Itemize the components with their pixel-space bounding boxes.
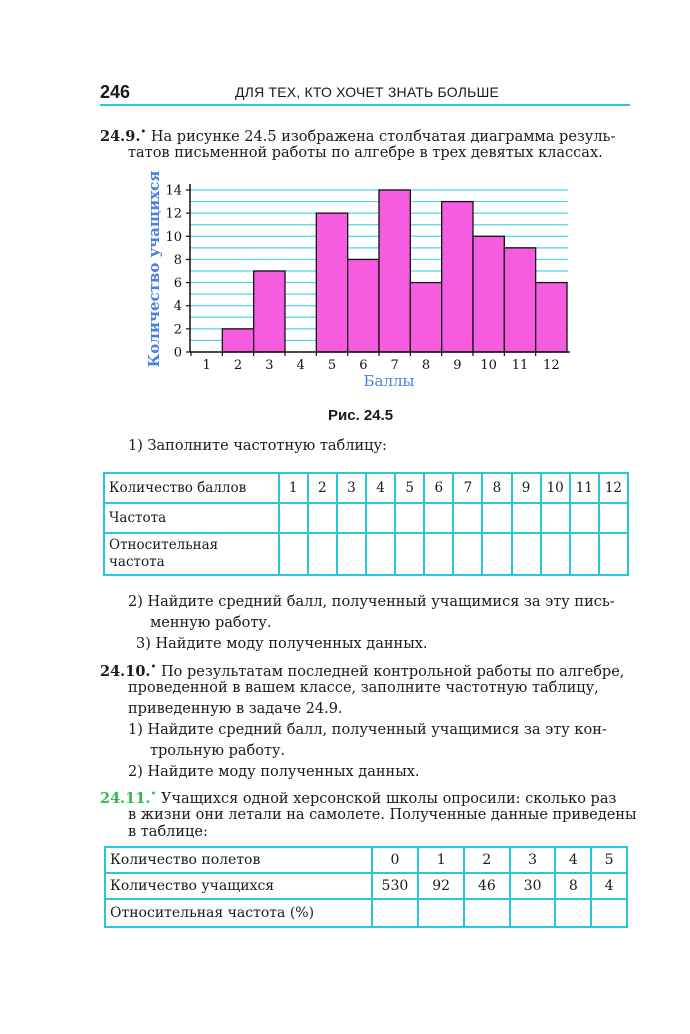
x-tick-label: 7 — [390, 358, 399, 373]
empty-cell[interactable] — [395, 503, 424, 533]
y-tick-label: 12 — [165, 206, 182, 222]
x-tick-label: 6 — [359, 358, 368, 373]
x-tick-label: 8 — [421, 358, 431, 373]
score-cell: 7 — [453, 473, 482, 503]
score-cell: 11 — [570, 473, 599, 503]
table-cell: 4 — [591, 873, 627, 899]
score-cell: 1 — [279, 473, 308, 503]
empty-cell[interactable] — [424, 503, 453, 533]
empty-cell[interactable] — [541, 533, 570, 575]
bar-7 — [379, 190, 410, 352]
bar-12 — [536, 283, 567, 352]
y-tick-label: 2 — [173, 322, 182, 338]
empty-cell[interactable] — [418, 899, 464, 927]
empty-cell[interactable] — [591, 899, 627, 927]
row-header-relative-frequency: Относительная частота — [104, 533, 279, 575]
figure-caption: Рис. 24.5 — [328, 407, 394, 424]
score-cell: 2 — [308, 473, 337, 503]
empty-cell[interactable] — [279, 503, 308, 533]
empty-cell[interactable] — [570, 503, 599, 533]
task-24-10-line2: проведенной в вашем классе, заполните частотную таблицу, — [128, 680, 599, 696]
x-tick-label: 2 — [233, 358, 243, 373]
y-tick-label: 10 — [165, 229, 182, 245]
bar-8 — [410, 283, 441, 352]
empty-cell[interactable] — [395, 533, 424, 575]
row-header-students: Количество учащихся — [105, 873, 372, 899]
score-cell: 3 — [337, 473, 366, 503]
empty-cell[interactable] — [279, 533, 308, 575]
table-cell: 92 — [418, 873, 464, 899]
empty-cell[interactable] — [510, 899, 556, 927]
empty-cell[interactable] — [424, 533, 453, 575]
x-tick-label: 11 — [511, 358, 529, 373]
score-cell: 12 — [599, 473, 628, 503]
empty-cell[interactable] — [453, 533, 482, 575]
task-24-10-q2: 2) Найдите моду полученных данных. — [128, 764, 420, 780]
row-header-scores: Количество баллов — [104, 473, 279, 503]
page-number: 246 — [100, 82, 131, 102]
task-24-10-line1: 24.10.• По результатам последней контрольной работы по алгебре, — [100, 662, 625, 680]
x-tick-label: 9 — [453, 358, 462, 373]
empty-cell[interactable] — [366, 503, 395, 533]
x-tick-label: 12 — [543, 358, 560, 373]
score-cell: 8 — [482, 473, 511, 503]
empty-cell[interactable] — [453, 503, 482, 533]
y-axis-label: Количество учащихся — [145, 170, 163, 368]
task-24-10-q1-line1: 1) Найдите средний балл, полученный учащимися за эту кон- — [128, 722, 607, 738]
task-24-10-line3: приведенную в задаче 24.9. — [128, 701, 343, 717]
row-header-flights: Количество полетов — [105, 847, 372, 873]
empty-cell[interactable] — [337, 503, 366, 533]
empty-cell[interactable] — [482, 503, 511, 533]
task-24-9-q1: 1) Заполните частотную таблицу: — [128, 438, 387, 454]
bar-11 — [504, 248, 535, 352]
table-cell: 530 — [372, 873, 419, 899]
empty-cell[interactable] — [555, 899, 591, 927]
y-tick-label: 4 — [173, 299, 182, 315]
flights-table — [104, 846, 628, 928]
running-title: ДЛЯ ТЕХ, КТО ХОЧЕТ ЗНАТЬ БОЛЬШЕ — [235, 84, 500, 100]
task-24-9-line1: 24.9.• На рисунке 24.5 изображена столбчатая диаграмма резуль- — [100, 127, 616, 145]
task-24-11-line1: 24.11.• Учащихся одной херсонской школы опросили: сколько раз — [100, 789, 617, 807]
x-tick-label: 10 — [480, 358, 497, 373]
score-cell: 5 — [395, 473, 424, 503]
score-cell: 6 — [424, 473, 453, 503]
page-header — [100, 80, 630, 104]
header-divider — [100, 104, 630, 106]
bar-3 — [254, 271, 285, 352]
empty-cell[interactable] — [599, 503, 628, 533]
x-axis-label: Баллы — [363, 372, 415, 390]
table-cell: 0 — [372, 847, 419, 873]
y-tick-label: 8 — [173, 252, 182, 268]
table-cell: 2 — [464, 847, 510, 873]
x-tick-label: 3 — [265, 358, 274, 373]
bar-2 — [222, 329, 253, 352]
table-cell: 1 — [418, 847, 464, 873]
empty-cell[interactable] — [482, 533, 511, 575]
empty-cell[interactable] — [464, 899, 510, 927]
y-tick-label: 0 — [173, 345, 182, 361]
row-header-frequency: Частота — [104, 503, 279, 533]
table-cell: 4 — [555, 847, 591, 873]
table-cell: 3 — [510, 847, 556, 873]
frequency-table — [103, 472, 629, 576]
task-number: 24.10. — [100, 662, 151, 680]
empty-cell[interactable] — [570, 533, 599, 575]
row-header-relative-frequency-percent: Относительная частота (%) — [105, 899, 372, 927]
table-cell: 5 — [591, 847, 627, 873]
task-24-9-q2-line2: менную работу. — [150, 615, 272, 631]
empty-cell[interactable] — [308, 533, 337, 575]
task-24-9-q2-line1: 2) Найдите средний балл, полученный учащимися за эту пись- — [128, 594, 615, 610]
y-tick-label: 6 — [173, 276, 182, 292]
empty-cell[interactable] — [512, 533, 541, 575]
empty-cell[interactable] — [366, 533, 395, 575]
task-24-10-q1-line2: трольную работу. — [150, 743, 286, 759]
empty-cell[interactable] — [541, 503, 570, 533]
table-cell: 30 — [510, 873, 556, 899]
bar-6 — [348, 259, 379, 352]
x-tick-label: 4 — [296, 358, 305, 373]
task-number: 24.11. — [100, 789, 151, 807]
bar-9 — [442, 202, 473, 352]
task-24-9-q3: 3) Найдите моду полученных данных. — [136, 636, 428, 652]
table-cell: 46 — [464, 873, 510, 899]
y-tick-label: 14 — [165, 183, 182, 199]
empty-cell[interactable] — [512, 503, 541, 533]
bar-10 — [473, 236, 504, 352]
x-tick-label: 5 — [327, 358, 337, 373]
score-cell: 10 — [541, 473, 570, 503]
task-24-11-line3: в таблице: — [128, 824, 208, 840]
empty-cell[interactable] — [337, 533, 366, 575]
empty-cell[interactable] — [599, 533, 628, 575]
score-cell: 9 — [512, 473, 541, 503]
task-24-9-line2: татов письменной работы по алгебре в трех девятых классах. — [128, 145, 603, 161]
task-24-11-line2: в жизни они летали на самолете. Полученные данные приведены — [128, 807, 637, 823]
x-tick-label: 1 — [202, 358, 211, 373]
score-cell: 4 — [366, 473, 395, 503]
empty-cell[interactable] — [308, 503, 337, 533]
task-number: 24.9. — [100, 127, 141, 145]
table-cell: 8 — [555, 873, 591, 899]
bar-5 — [316, 213, 347, 352]
empty-cell[interactable] — [372, 899, 419, 927]
